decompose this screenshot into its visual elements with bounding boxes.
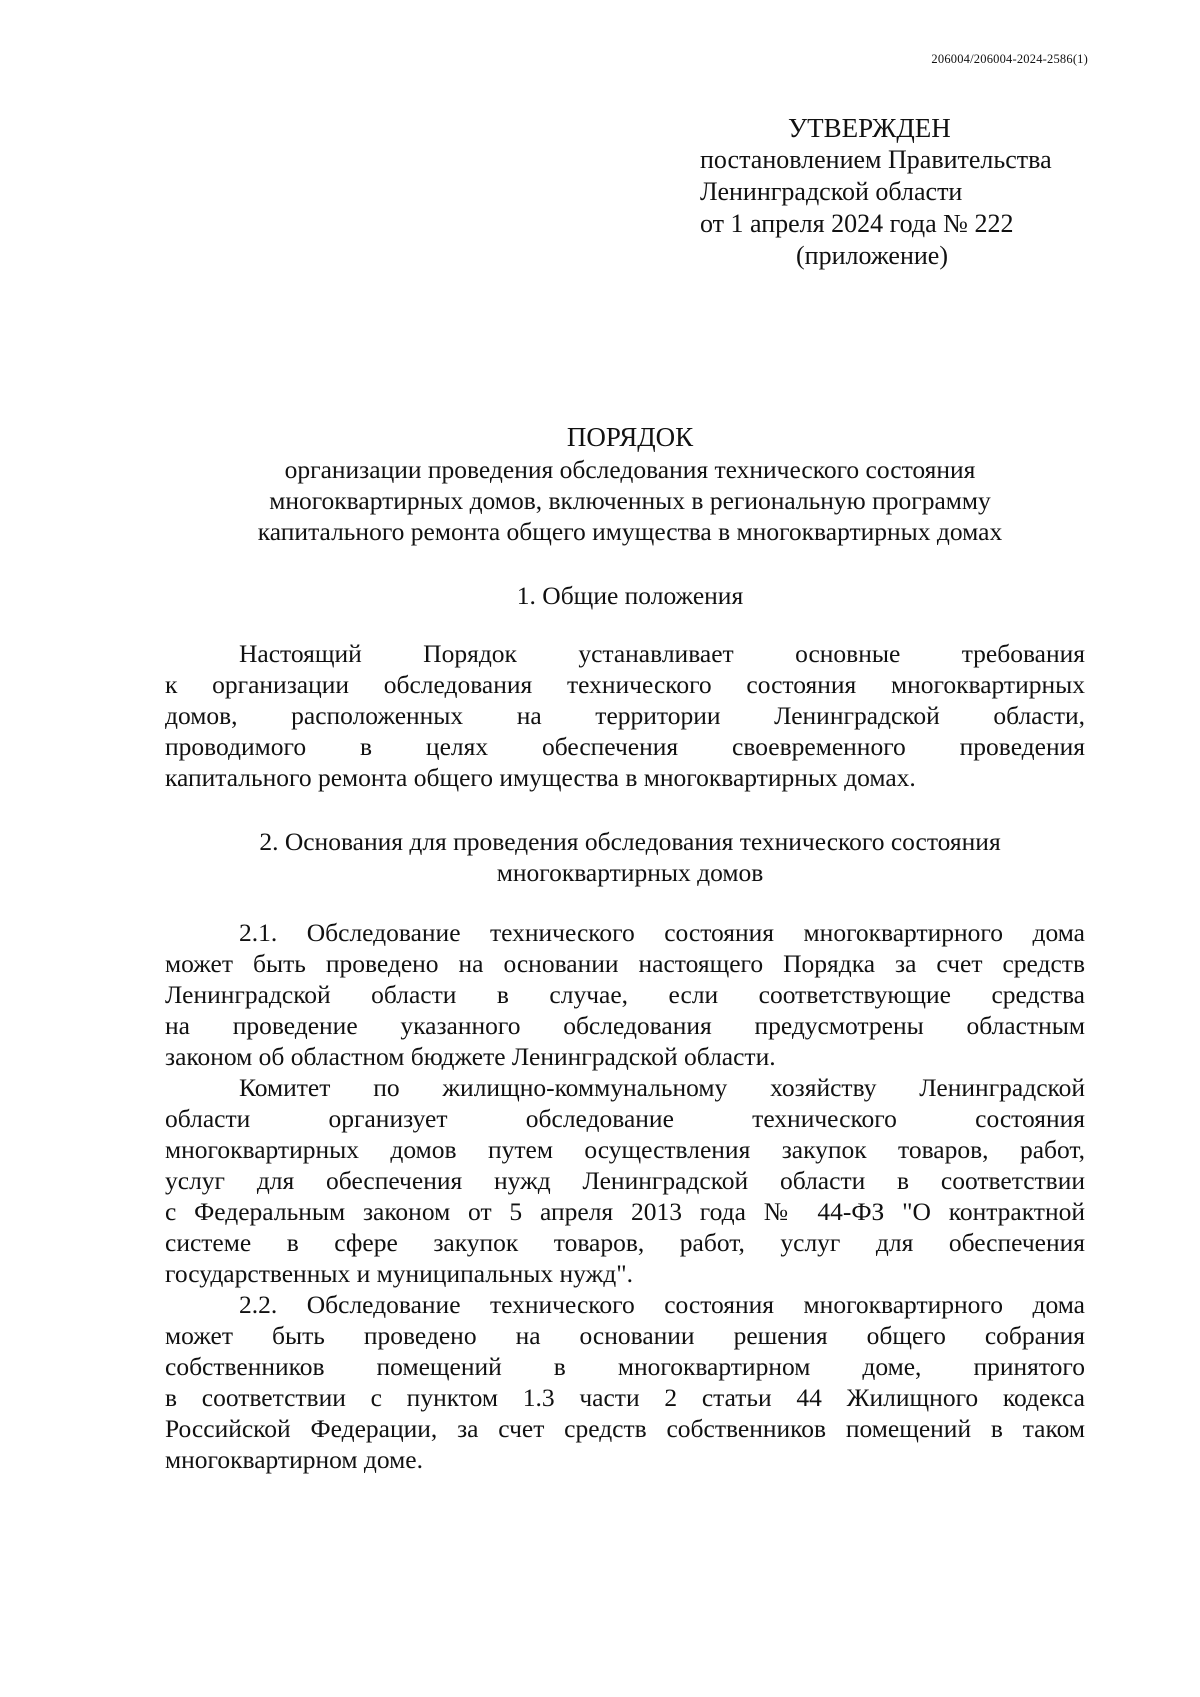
paragraph-line: собственников помещений в многоквартирном доме, принятого [165, 1352, 1085, 1381]
section-2-heading-line: многоквартирных домов [496, 858, 764, 887]
document-title: ПОРЯДОК [566, 422, 694, 452]
paragraph-line: Российской Федерации, за счет средств собственников помещений в таком [165, 1414, 1085, 1443]
paragraph-line: Ленинградской области в случае, если соответствующие средства [165, 980, 1085, 1009]
clause-2-1-paragraph [165, 917, 1085, 1072]
paragraph-line: может быть проведено на основании решения общего собрания [165, 1321, 1085, 1350]
document-subtitle-line: организации проведения обследования технического состояния [284, 455, 976, 484]
section-1-heading: 1. Общие положения [516, 581, 744, 610]
paragraph-line: системе в сфере закупок товаров, работ, услуг для обеспечения [165, 1228, 1085, 1257]
paragraph-line: 2.1. Обследование технического состояния многоквартирного дома [239, 918, 1085, 947]
paragraph-line: области организует обследование технического состояния [165, 1104, 1085, 1133]
paragraph-line: проводимого в целях обеспечения своевременного проведения [165, 732, 1085, 761]
approval-title: УТВЕРЖДЕН [788, 113, 951, 143]
approval-line: Ленинградской области [700, 177, 963, 206]
section-2-heading-line: 2. Основания для проведения обследования технического состояния [259, 827, 1001, 856]
paragraph-line: в соответствии с пунктом 1.3 части 2 статьи 44 Жилищного кодекса [165, 1383, 1085, 1412]
paragraph-line: 2.2. Обследование технического состояния многоквартирного дома [239, 1290, 1085, 1319]
paragraph-line: Комитет по жилищно-коммунальному хозяйству Ленинградской [239, 1073, 1085, 1102]
document-title-block [165, 420, 1095, 547]
document-subtitle-line: капитального ремонта общего имущества в многоквартирных домах [257, 517, 1003, 546]
paragraph-line: домов, расположенных на территории Ленинградской области, [165, 701, 1085, 730]
approval-block [700, 112, 1100, 272]
paragraph-line: государственных и муниципальных нужд". [165, 1259, 633, 1288]
paragraph-line: многоквартирном доме. [165, 1445, 423, 1474]
document-registration-number: 206004/206004-2024-2586(1) [931, 52, 1088, 66]
section-2-heading [165, 826, 1095, 888]
approval-appendix: (приложение) [796, 241, 949, 270]
paragraph-line: к организации обследования технического состояния многоквартирных [165, 670, 1085, 699]
paragraph-line: Настоящий Порядок устанавливает основные требования [239, 639, 1085, 668]
clause-2-2-paragraph [165, 1289, 1085, 1475]
paragraph-line: может быть проведено на основании настоящего Порядка за счет средств [165, 949, 1085, 978]
section-1-paragraph [165, 638, 1085, 793]
approval-line: от 1 апреля 2024 года № 222 [700, 209, 1014, 238]
paragraph-line: законом об областном бюджете Ленинградской области. [165, 1042, 776, 1071]
document-subtitle-line: многоквартирных домов, включенных в региональную программу [269, 486, 991, 515]
paragraph-line: с Федеральным законом от 5 апреля 2013 года № 44-ФЗ "О контрактной [165, 1197, 1085, 1226]
approval-line: постановлением Правительства [700, 145, 1052, 174]
paragraph-line: многоквартирных домов путем осуществления закупок товаров, работ, [165, 1135, 1085, 1164]
paragraph-line: услуг для обеспечения нужд Ленинградской области в соответствии [165, 1166, 1085, 1195]
clause-2-1-committee-paragraph [165, 1072, 1085, 1289]
paragraph-line: на проведение указанного обследования предусмотрены областным [165, 1011, 1085, 1040]
paragraph-line: капитального ремонта общего имущества в многоквартирных домах. [165, 763, 916, 792]
